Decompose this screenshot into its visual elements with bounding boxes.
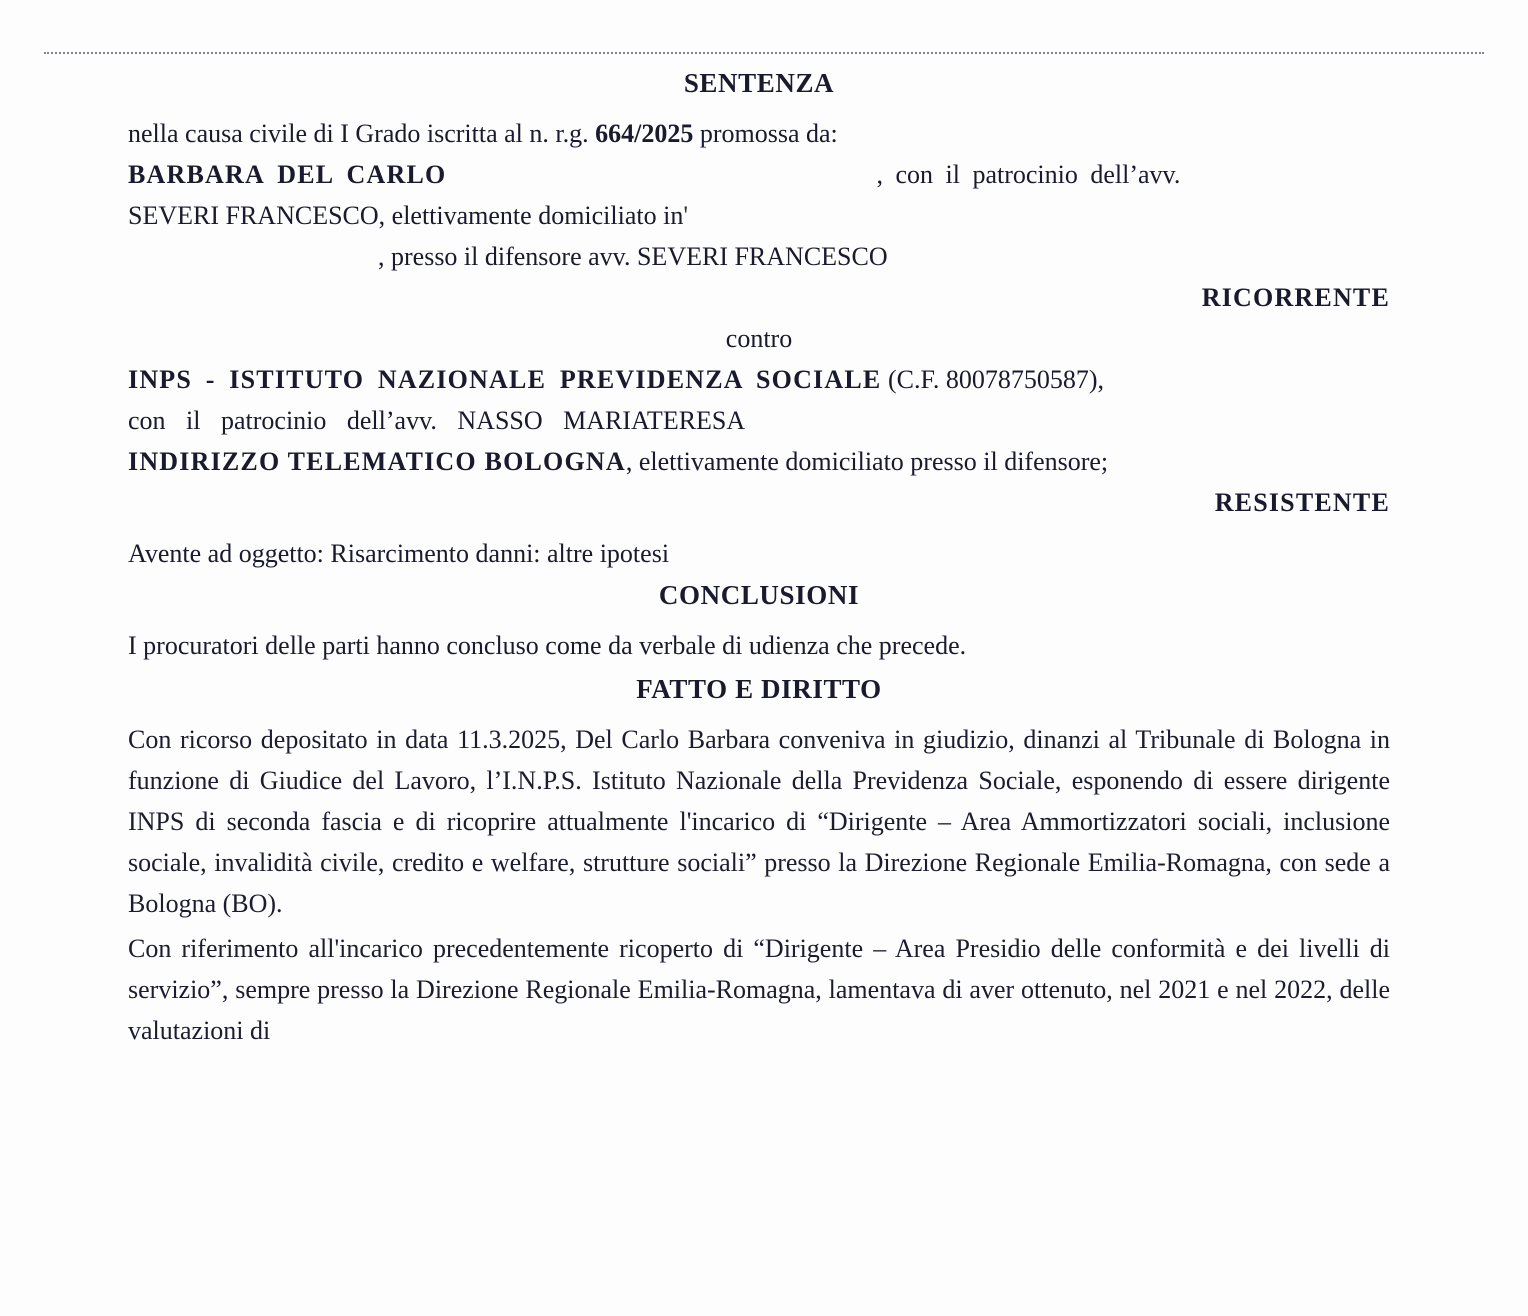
resistente-role: [128, 482, 1390, 523]
spacer: [128, 523, 1390, 533]
defendant-address-line: [128, 441, 1390, 482]
defendant-address-rest: , elettivamente domiciliato presso il difensore;: [625, 447, 1109, 476]
plaintiff-name: BARBARA DEL CARLO: [128, 160, 447, 189]
case-number: 664/2025: [595, 119, 694, 148]
plaintiff-line: [128, 154, 1390, 195]
paragraph-1: Con ricorso depositato in data 11.3.2025, Del Carlo Barbara conveniva in giudizio, dinanzi al Tribunale di Bologna in funzione di Giudice del Lavoro, l’I.N.P.S. Istituto Nazionale della Previdenza Sociale, esponendo di essere dirigente INPS di seconda fascia e di ricoprire attualmente l'incarico di “Dirigente – Area Ammortizzatori sociali, inclusione sociale, invalidità civile, credito e welfare, strutture sociali” presso la Direzione Regionale Emilia-Romagna, con sede a Bologna (BO).: [128, 725, 1390, 918]
fatto-e-diritto-heading: FATTO E DIRITTO: [636, 674, 882, 704]
oggetto-line: Avente ad oggetto: Risarcimento danni: altre ipotesi: [128, 539, 670, 568]
defendant-line: [128, 359, 1390, 400]
conclusioni-text: I procuratori delle parti hanno concluso come da verbale di udienza che precede.: [128, 631, 967, 660]
defendant-patrocinio-line: con il patrocinio dell’avv. NASSO MARIATERESA: [128, 406, 746, 435]
defendant-name: INPS - ISTITUTO NAZIONALE PREVIDENZA SOCIALE: [128, 365, 882, 394]
ricorrente-label: RICORRENTE: [1201, 283, 1390, 312]
document-body: [128, 68, 1390, 1051]
redaction-tick-icon: ': [683, 201, 689, 230]
contro-line: contro: [725, 324, 793, 353]
plaintiff-patrocinio: , con il patrocinio dell’avv.: [876, 160, 1181, 189]
ricorrente-role: [128, 277, 1390, 318]
defendant-address-bold: INDIRIZZO TELEMATICO BOLOGNA: [128, 447, 626, 476]
paragraph-2: Con riferimento all'incarico precedentemente ricoperto di “Dirigente – Area Presidio delle conformità e dei livelli di servizio”, sempre presso la Direzione Regionale Emilia-Romagna, lamentava di aver ottenuto, nel 2021 e nel 2022, delle valutazioni di: [128, 934, 1390, 1045]
page-top-divider: [44, 52, 1484, 54]
case-intro-line: [128, 113, 1390, 154]
resistente-label: RESISTENTE: [1214, 488, 1390, 517]
plaintiff-domicile: , presso il difensore avv. SEVERI FRANCESCO: [378, 242, 888, 271]
plaintiff-lawyer: SEVERI FRANCESCO, elettivamente domiciliato in: [128, 201, 684, 230]
defendant-cf: (C.F. 80078750587),: [881, 365, 1104, 394]
conclusioni-heading: CONCLUSIONI: [658, 580, 860, 610]
plaintiff-lawyer-line: [128, 195, 1390, 236]
case-intro-suffix: promossa da:: [693, 119, 838, 148]
sentenza-heading: SENTENZA: [683, 68, 835, 98]
case-intro-prefix: nella causa civile di I Grado iscritta al n. r.g.: [128, 119, 596, 148]
plaintiff-domicile-line: [128, 236, 1390, 277]
